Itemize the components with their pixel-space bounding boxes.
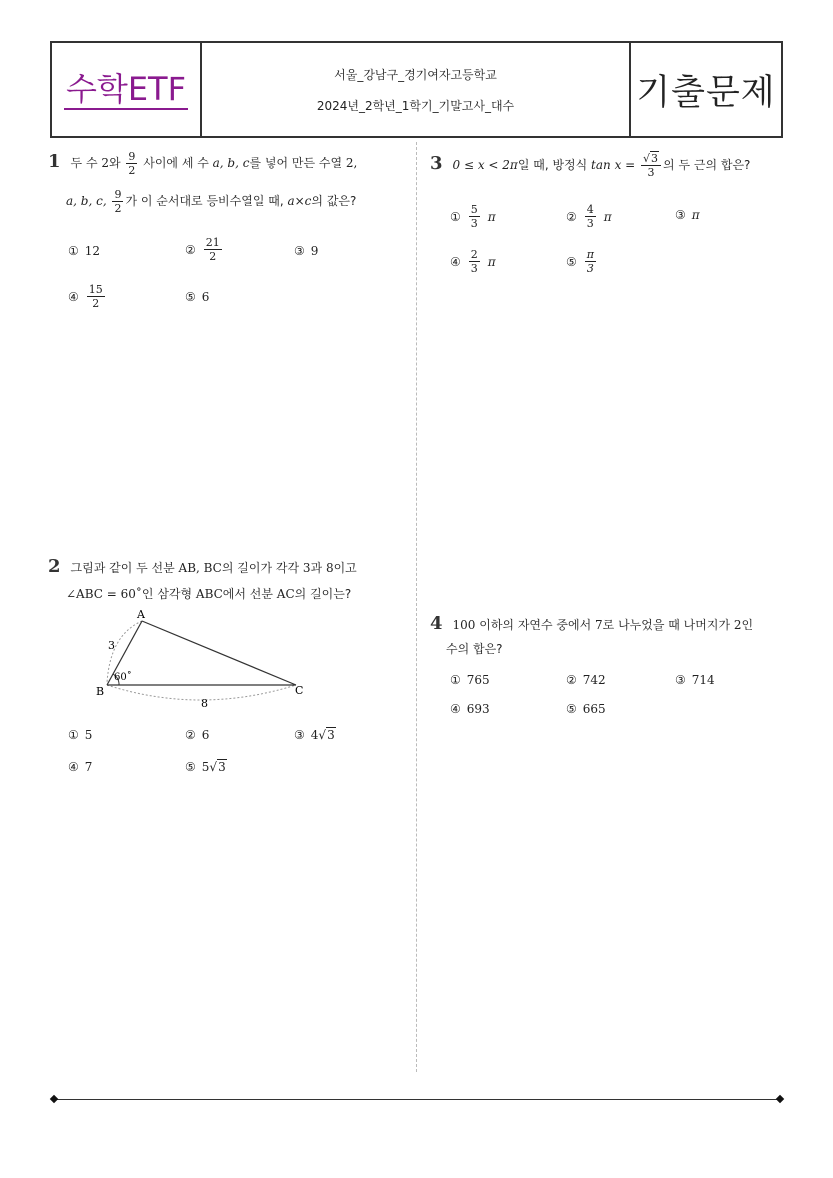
- q2-text-g: 인 삼각형: [141, 587, 196, 601]
- logo-cell: [52, 43, 202, 136]
- q3-option-5[interactable]: ⑤ $\frac{\pi}{3}$: [566, 248, 594, 275]
- footer-line: [54, 1099, 780, 1100]
- side-ab-label: 3: [108, 639, 115, 652]
- q4-text-c: 인: [741, 618, 754, 632]
- question-1-line1: [48, 150, 398, 177]
- q2-tri: ABC: [195, 587, 223, 601]
- q1-option-5[interactable]: ⑤ 6: [185, 290, 210, 304]
- q1-fraction: $\frac{9}{2}$: [128, 150, 136, 177]
- q1-text-b: 와: [109, 156, 121, 170]
- header-table: [50, 41, 783, 138]
- label-cell: [631, 43, 781, 136]
- footer-diamond-right-icon: [776, 1095, 784, 1103]
- q1-text-c: 사이에 세 수: [139, 156, 213, 170]
- q2-text-f: 이고: [333, 561, 357, 575]
- q3-cond: 0 ≤ x < 2π: [452, 158, 518, 172]
- q1-text-a: 두 수: [70, 156, 102, 170]
- q4-text-a: 이하의 자연수 중에서: [475, 618, 596, 632]
- q1-vars: a, b, c: [212, 156, 250, 170]
- triangle-figure: [90, 605, 320, 710]
- q4-option-1[interactable]: ① 765: [450, 673, 490, 687]
- q1-option-1[interactable]: ① 12: [68, 244, 101, 258]
- vertex-c-label: C: [295, 684, 304, 697]
- question-2-number: 2: [48, 556, 61, 577]
- q1-option-4[interactable]: ④ $\frac{15}{2}$: [68, 283, 103, 310]
- q2-seg: AB, BC: [178, 561, 222, 575]
- q4-n2: 2: [733, 618, 742, 632]
- q1-num-2: 2: [101, 156, 109, 170]
- q1-text-g: 의 값은?: [311, 194, 357, 208]
- q2-text-i: 의 길이는?: [294, 587, 352, 601]
- question-2-line2: [66, 585, 406, 603]
- q2-angle: ∠ABC = 60˚: [66, 587, 142, 601]
- q2-option-3[interactable]: ③ 4√3: [294, 728, 335, 742]
- q3-text-b: 의 두 근의 합은?: [663, 158, 751, 172]
- column-divider: [416, 142, 417, 1072]
- q1-text-f: 가 이 순서대로 등비수열일 때,: [125, 194, 288, 208]
- question-1-line2: [66, 188, 406, 215]
- q4-n7: 7: [595, 618, 603, 632]
- q2-text-b: 의 길이가 각각: [221, 561, 303, 575]
- q4-n100: 100: [452, 618, 476, 632]
- q2-seg-ac: AC: [276, 587, 295, 601]
- footer-diamond-left-icon: [50, 1095, 58, 1103]
- exam-name: 2024년_2학년_1학기_기말고사_대수: [316, 98, 515, 113]
- q2-text-d: 과: [310, 561, 326, 575]
- side-bc-label: 8: [201, 697, 208, 710]
- question-4-number: 4: [430, 613, 443, 634]
- q2-option-1[interactable]: ① 5: [68, 728, 93, 742]
- q4-text-b: 로 나누었을 때 나머지가: [602, 618, 734, 632]
- logo: 수학ETF: [66, 69, 186, 108]
- q4-option-3[interactable]: ③ 714: [675, 673, 715, 687]
- q1-fraction-2: $\frac{9}{2}$: [114, 188, 122, 215]
- q3-option-1[interactable]: ① $\frac{5}{3}$ π: [450, 203, 496, 230]
- q3-tan: tan x =: [591, 158, 636, 172]
- question-1-number: 1: [48, 151, 61, 172]
- q1-option-2[interactable]: ② $\frac{21}{2}$: [185, 236, 220, 263]
- q2-text-h: 에서 선분: [222, 587, 277, 601]
- q2-option-2[interactable]: ② 6: [185, 728, 210, 742]
- q2-n8: 8: [325, 561, 334, 575]
- q2-option-5[interactable]: ⑤ 5√3: [185, 760, 226, 774]
- q1-text-e: 2,: [345, 156, 358, 170]
- q3-fraction: $\frac{√3}{3}$: [641, 152, 661, 179]
- q1-option-3[interactable]: ③ 9: [294, 244, 319, 258]
- q4-option-5[interactable]: ⑤ 665: [566, 702, 606, 716]
- exam-info-cell: [202, 43, 631, 136]
- q1-text-d: 를 넣어 만든 수열: [249, 156, 346, 170]
- question-3-line1: [430, 152, 800, 179]
- q2-text-a: 그림과 같이 두 선분: [70, 561, 179, 575]
- q1-expr: a×c: [287, 194, 312, 208]
- q3-option-4[interactable]: ④ $\frac{2}{3}$ π: [450, 248, 496, 275]
- question-2-line1: [48, 558, 408, 577]
- page-label: 기출문제: [636, 72, 776, 113]
- q4-option-4[interactable]: ④ 693: [450, 702, 490, 716]
- vertex-b-label: B: [96, 685, 105, 698]
- q3-option-2[interactable]: ② $\frac{4}{3}$ π: [566, 203, 612, 230]
- vertex-a-label: A: [137, 608, 145, 621]
- q2-n3: 3: [302, 561, 311, 575]
- q3-text-a: 일 때, 방정식: [517, 158, 592, 172]
- question-4-line2: 수의 합은?: [446, 642, 503, 656]
- question-4-line1: [430, 615, 800, 634]
- q2-option-4[interactable]: ④ 7: [68, 760, 93, 774]
- angle-label: 60˚: [114, 672, 132, 683]
- q4-option-2[interactable]: ② 742: [566, 673, 606, 687]
- question-3-number: 3: [430, 153, 443, 174]
- q3-option-3[interactable]: ③ π: [675, 208, 700, 222]
- school-name: 서울_강남구_경기여자고등학교: [334, 67, 497, 82]
- q1-vars-2: a, b, c,: [66, 194, 107, 208]
